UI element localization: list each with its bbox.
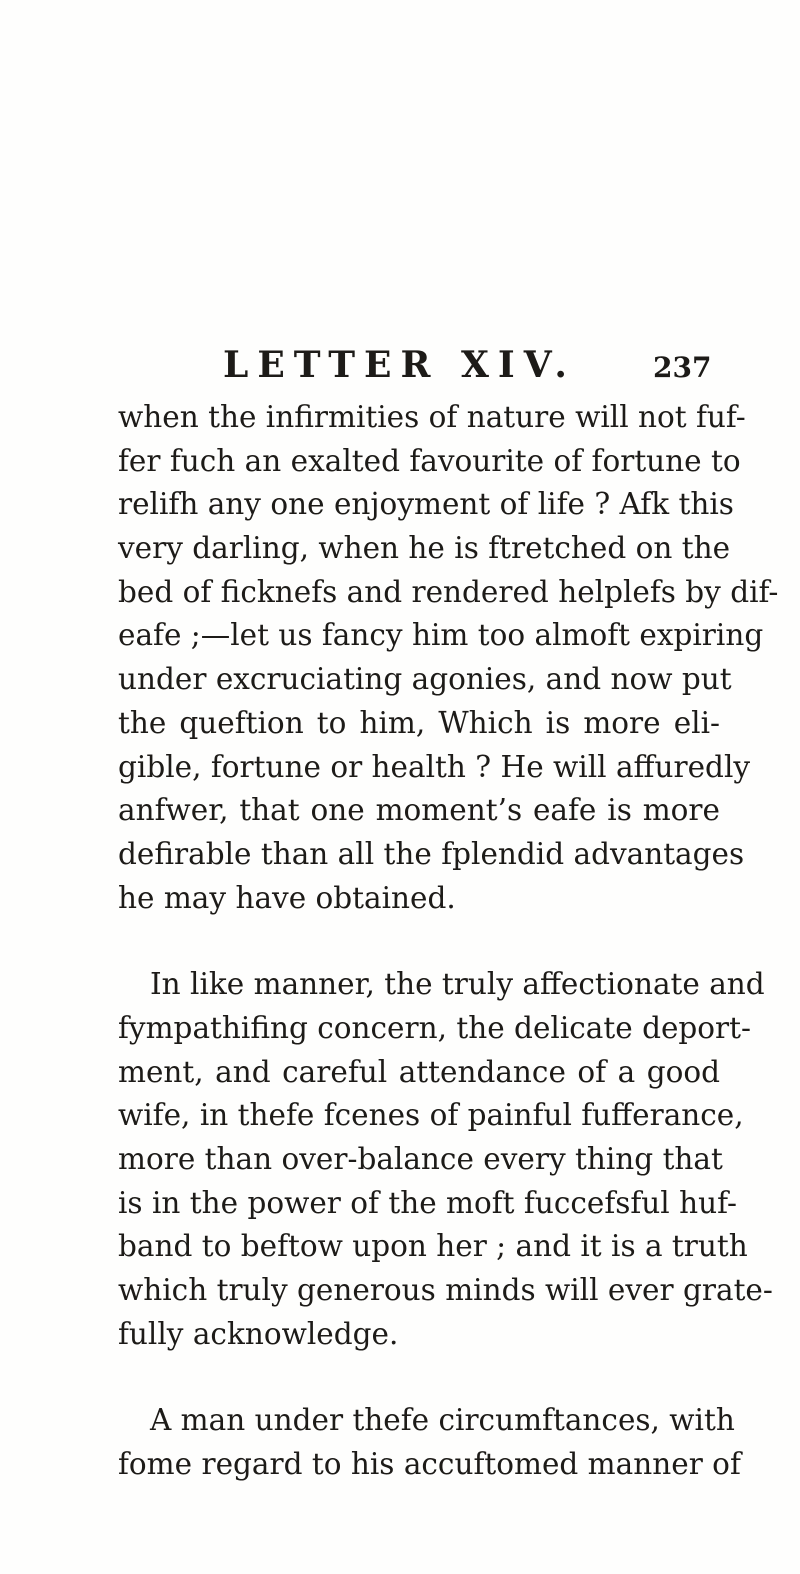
text-line: when the infirmities of nature will not fuf- [118,400,746,434]
text-line: fully acknowledge. [118,1316,399,1351]
text-line: defirable than all the fplendid advantages [118,836,745,871]
paragraph-1 [118,396,779,920]
text-line: gible, fortune or health ? He will affuredly [118,749,751,784]
text-line: eafe ;—let us fancy him too almoft expiring [118,618,764,653]
text-line: very darling, when he is ftretched on the [118,531,731,566]
running-title: LETTER XIV. [223,344,576,386]
text-line: wife, in thefe fcenes of painful fufferance, [118,1098,744,1133]
text-line: ment, and careful attendance of a good [118,1054,720,1089]
text-line: fympathifing concern, the delicate deport- [118,1010,751,1045]
page-number: 237 [653,351,712,384]
text-line: bed of ficknefs and rendered helplefs by dif- [118,574,779,609]
text-line: relifh any one enjoyment of life ? Afk this [118,487,734,522]
text-line: is in the power of the moft fuccefsful huf- [118,1185,737,1220]
text-line: anfwer, that one moment’s eafe is more [118,793,720,828]
text-line: under excruciating agonies, and now put [118,662,732,697]
text-line: fer fuch an exalted favourite of fortune to [118,443,741,478]
text-line: he may have obtained. [118,880,456,915]
paragraph-gap [118,920,720,963]
text-line: which truly generous minds will ever grate- [118,1273,773,1308]
paragraph-gap [118,1356,720,1399]
text-line: A man under thefe circumftances, with [150,1403,735,1438]
paragraph-3 [118,1399,741,1486]
paragraph-2 [118,963,773,1356]
text-line: In like manner, the truly affectionate and [150,967,765,1002]
running-head [223,340,723,390]
text-line: band to beftow upon her ; and it is a truth [118,1229,748,1264]
text-line: fome regard to his accuftomed manner of [118,1447,741,1482]
body-text [118,396,779,1487]
text-line: the queftion to him, Which is more eli- [118,705,720,740]
text-line: more than over-balance every thing that [118,1142,723,1176]
